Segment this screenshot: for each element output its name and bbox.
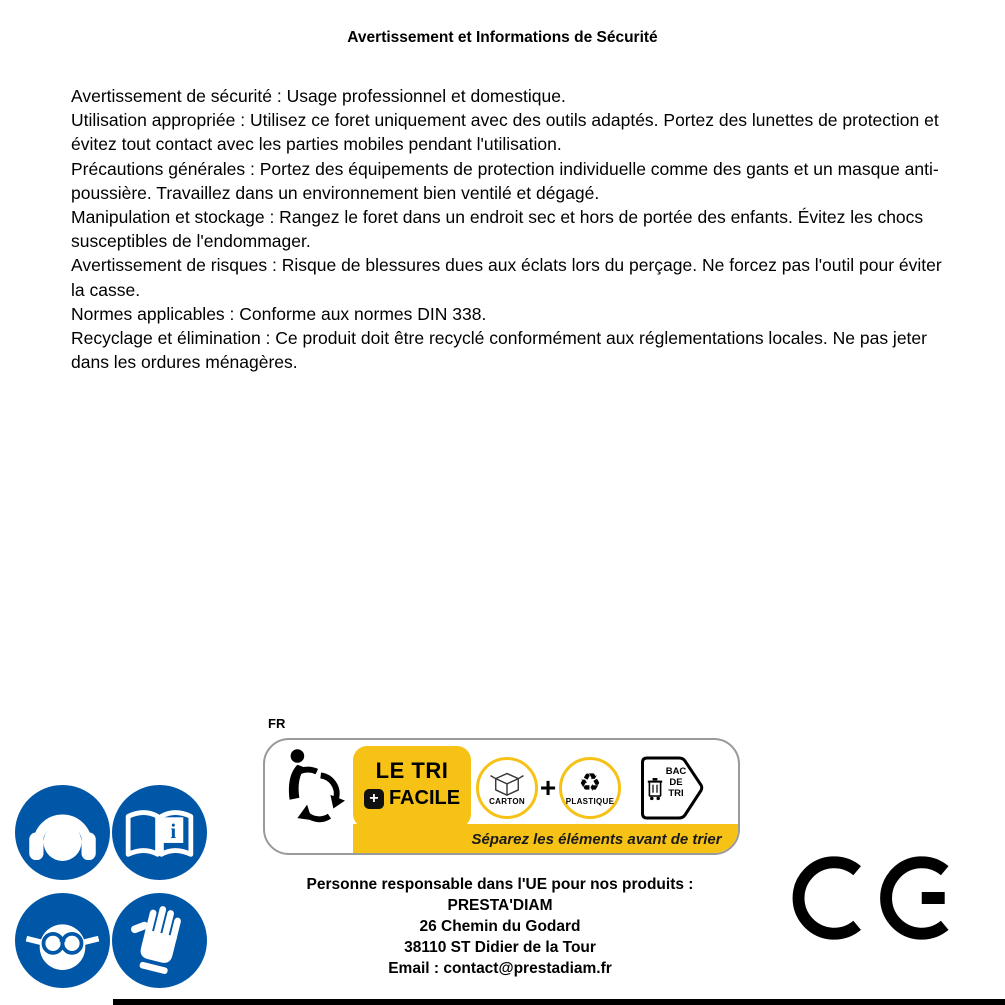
safety-text-block	[71, 84, 949, 374]
plus-separator: +	[539, 772, 557, 803]
eu-responsible-address	[260, 874, 740, 979]
svg-text:i: i	[170, 819, 177, 844]
bac-de-tri-label: BAC DE TRI	[665, 766, 687, 799]
open-book-glyph	[112, 785, 207, 880]
company-name: PRESTA'DIAM	[447, 897, 553, 914]
plus-badge-icon: +	[364, 789, 384, 809]
headphones-glyph	[15, 785, 110, 880]
carton-label: CARTON	[489, 797, 525, 806]
safety-paragraph: Recyclage et élimination : Ce produit doit être recyclé conformément aux réglementations locales. Ne pas jeter dans les ordures ménagères.	[71, 328, 927, 373]
safety-paragraph: Utilisation appropriée : Utilisez ce foret uniquement avec des outils adaptés. Portez des lunettes de protection et évitez tout contact avec les parties mobiles pendant l'utilisation.	[71, 110, 939, 155]
plastique-material-badge	[559, 757, 621, 819]
fr-country-label: FR	[268, 716, 286, 731]
bac-de-tri-badge	[640, 756, 704, 820]
glove-glyph	[112, 893, 207, 988]
sorting-bin-icon	[647, 772, 663, 804]
protective-gloves-icon	[112, 893, 207, 988]
safety-paragraph: Avertissement de sécurité : Usage professionnel et domestique.	[71, 86, 566, 106]
info-tri-banner	[263, 738, 740, 855]
ce-mark-icon	[790, 843, 960, 953]
carton-box-icon	[489, 770, 525, 796]
le-tri-facile-block	[353, 746, 471, 828]
safety-paragraph: Normes applicables : Conforme aux normes DIN 338.	[71, 303, 487, 324]
safety-goggles-glyph	[15, 893, 110, 988]
safety-paragraph: Avertissement de risques : Risque de blessures dues aux éclats lors du perçage. Ne forcez pas l'outil pour éviter la casse.	[71, 255, 942, 300]
plastique-label: PLASTIQUE	[565, 797, 615, 806]
read-instructions-icon	[112, 785, 207, 880]
address-line: 26 Chemin du Godard	[419, 918, 581, 935]
triman-recycling-icon	[277, 746, 345, 834]
sorting-tagline: Séparez les éléments avant de trier	[471, 831, 722, 848]
email-line: Email : contact@prestadiam.fr	[388, 960, 612, 977]
facile-row	[353, 787, 471, 810]
safety-paragraph: Précautions générales : Portez des équipements de protection individuelle comme des gants et un masque anti-poussière. Travaillez dans un environnement bien ventilé et dégagé.	[71, 158, 939, 203]
recycle-symbol-icon: ♻	[578, 769, 602, 797]
sorting-tagline-strip	[353, 824, 740, 855]
hearing-protection-icon	[15, 785, 110, 880]
facile-label: FACILE	[388, 787, 461, 809]
le-tri-label: LE TRI	[375, 758, 449, 783]
eye-protection-icon	[15, 893, 110, 988]
page-title: Avertissement et Informations de Sécurité	[347, 29, 658, 46]
safety-paragraph: Manipulation et stockage : Rangez le foret dans un endroit sec et hors de portée des enfants. Évitez les chocs susceptibles de l'endommager.	[71, 207, 924, 252]
address-line: 38110 ST Didier de la Tour	[404, 939, 596, 956]
bottom-border-line	[113, 999, 1005, 1005]
carton-material-badge	[476, 757, 538, 819]
address-line: Personne responsable dans l'UE pour nos produits :	[306, 876, 694, 893]
